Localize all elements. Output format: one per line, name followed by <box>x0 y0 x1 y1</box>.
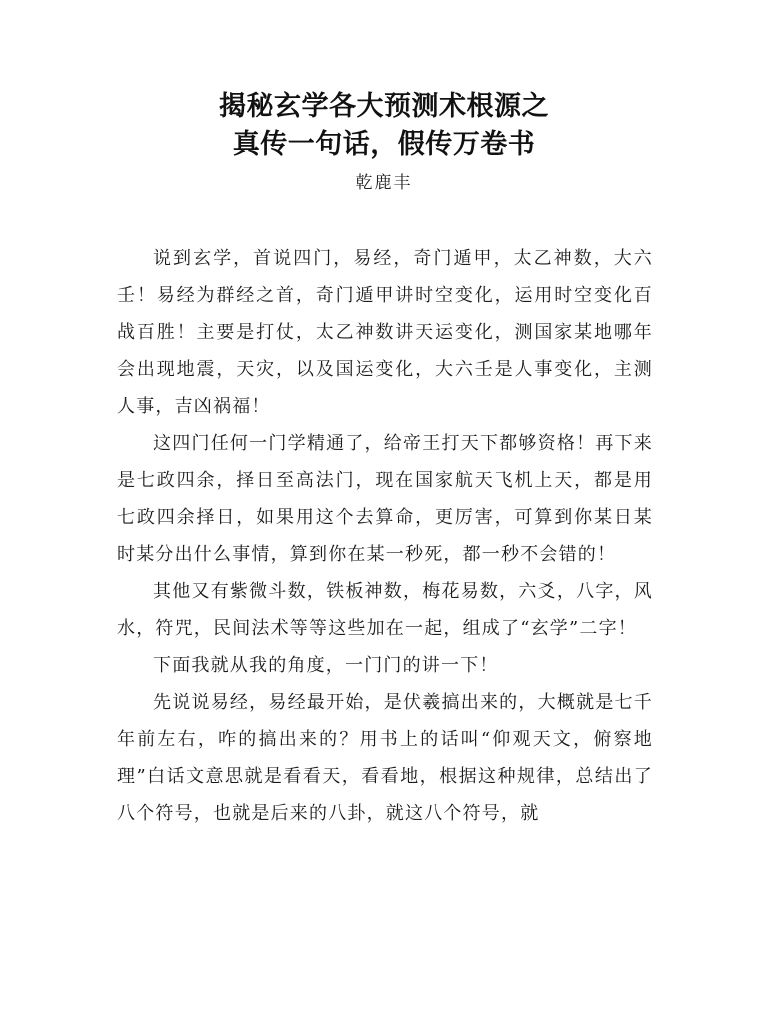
paragraph-1: 说到玄学，首说四门，易经，奇门遁甲，太乙神数，大六壬！易经为群经之首，奇门遁甲讲时空变化，运用时空变化百战百胜！主要是打仗，太乙神数讲天运变化，测国家某地哪年会出现地震，天灾，以及国运变化，大六壬是人事变化，主测人事，吉凶祸福！ <box>117 248 653 417</box>
paragraph-4: 下面我就从我的角度，一门门的讲一下！ <box>153 655 499 676</box>
title-line-2: 真传一句话，假传万卷书 <box>232 129 536 160</box>
paragraph-3: 其他又有紫微斗数，铁板神数，梅花易数，六爻，八字，风水，符咒，民间法术等等这些加在一起，组成了“玄学”二字！ <box>117 581 653 639</box>
paragraph-5: 先说说易经，易经最开始，是伏羲搞出来的，大概就是七千年前左右，咋的搞出来的？用书上的话叫“仰观天文，俯察地理”白话文意思就是看看天，看看地，根据这种规律，总结出了八个符号，也就是后来的八卦，就这八个符号，就 <box>117 692 653 824</box>
title-block <box>0 88 768 164</box>
body-text <box>117 240 653 832</box>
author-name: 乾鹿丰 <box>355 173 413 193</box>
title-line-1: 揭秘玄学各大预测术根源之 <box>219 91 549 122</box>
paragraph-2: 这四门任何一门学精通了，给帝王打天下都够资格！再下来是七政四余，择日至高法门，现在国家航天飞机上天，都是用七政四余择日，如果用这个去算命，更厉害，可算到你某日某时某分出什么事情，算到你在某一秒死，都一秒不会错的！ <box>117 433 653 565</box>
